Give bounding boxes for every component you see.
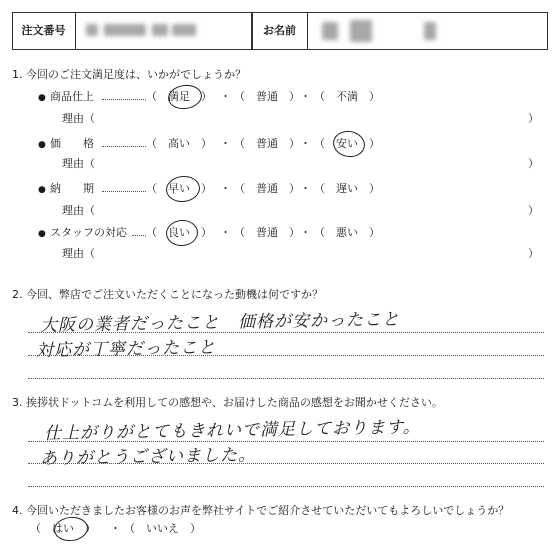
q1-reason-close: ） bbox=[528, 112, 539, 125]
q1-separator: ・ bbox=[220, 90, 231, 103]
q4-selection-circle bbox=[53, 515, 89, 542]
q1-separator: ・ bbox=[300, 182, 311, 195]
q1-reason-label: 理由（ bbox=[62, 112, 95, 125]
q3-handwritten-answer: ありがとうございました。 bbox=[39, 445, 257, 469]
q2-answer-line bbox=[28, 378, 544, 379]
q1-reason-label: 理由（ bbox=[62, 247, 95, 260]
q1-dot-leader bbox=[132, 235, 146, 236]
q1-selection-circle bbox=[165, 174, 202, 203]
q1-separator: ・ bbox=[300, 226, 311, 239]
q4-title: 4. 今回いただきましたお客様のお声を弊社サイトでご紹介させていただいてもよろしいでしょうか？ bbox=[12, 504, 510, 517]
q1-option-3: （ 遅い ） bbox=[314, 182, 380, 195]
q1-item-label: 商品仕上 bbox=[50, 90, 94, 103]
q2-handwritten-answer: 大阪の業者だったこと 価格が安かったこと bbox=[39, 309, 401, 336]
q4-option-yes: （ はい ） bbox=[30, 522, 96, 535]
q1-separator: ・ bbox=[220, 137, 231, 150]
q3-handwritten-answer: 仕上がりがとてもきれいで満足しております。 bbox=[43, 417, 421, 444]
q1-option-2: （ 普通 ） bbox=[234, 137, 300, 150]
q1-reason-close: ） bbox=[528, 247, 539, 260]
q1-item-label: 価 格 bbox=[50, 137, 94, 150]
q1-item-bullet: ● bbox=[38, 93, 46, 103]
q1-option-2: （ 普通 ） bbox=[234, 226, 300, 239]
q1-separator: ・ bbox=[300, 137, 311, 150]
q1-separator: ・ bbox=[220, 182, 231, 195]
q1-item-bullet: ● bbox=[38, 229, 46, 239]
q1-title: 1. 今回のご注文満足度は、いかがでしょうか？ bbox=[12, 68, 246, 81]
q3-title: 3. 挨拶状ドットコムを利用しての感想や、お届けした商品の感想をお聞かせください。 bbox=[12, 396, 443, 409]
q1-dot-leader bbox=[102, 191, 146, 192]
customer-name-label: お名前 bbox=[252, 12, 308, 50]
q2-title: 2. 今回、弊店でご注文いただくことになった動機は何ですか？ bbox=[12, 288, 323, 301]
q1-option-1: （ 満足 ） bbox=[146, 90, 212, 103]
q1-separator: ・ bbox=[300, 90, 311, 103]
q1-option-2: （ 普通 ） bbox=[234, 90, 300, 103]
q1-dot-leader bbox=[102, 99, 146, 100]
q1-selection-circle bbox=[166, 83, 203, 111]
q1-dot-leader bbox=[102, 146, 146, 147]
q4-option-no: （ いいえ ） bbox=[124, 522, 201, 535]
q1-selection-circle bbox=[165, 219, 199, 247]
q3-answer-line bbox=[28, 486, 544, 487]
q1-selection-circle bbox=[331, 128, 367, 159]
q1-item-bullet: ● bbox=[38, 185, 46, 195]
q1-reason-close: ） bbox=[528, 204, 539, 217]
q1-reason-label: 理由（ bbox=[62, 204, 95, 217]
q1-item-label: スタッフの対応 bbox=[50, 226, 127, 239]
q1-option-2: （ 普通 ） bbox=[234, 182, 300, 195]
q1-item-bullet: ● bbox=[38, 140, 46, 150]
q1-reason-label: 理由（ bbox=[62, 157, 95, 170]
q2-handwritten-answer: 対応が丁寧だったこと bbox=[35, 337, 217, 361]
q1-separator: ・ bbox=[220, 226, 231, 239]
q1-option-1: （ 良い ） bbox=[146, 226, 212, 239]
q1-option-3: （ 安い ） bbox=[314, 137, 380, 150]
q4-separator: ・ bbox=[110, 522, 121, 535]
q1-option-1: （ 高い ） bbox=[146, 137, 212, 150]
q1-option-3: （ 不満 ） bbox=[314, 90, 380, 103]
q1-item-label: 納 期 bbox=[50, 182, 94, 195]
q1-option-3: （ 悪い ） bbox=[314, 226, 380, 239]
q1-reason-close: ） bbox=[528, 157, 539, 170]
q1-option-1: （ 早い ） bbox=[146, 182, 212, 195]
order-number-label: 注文番号 bbox=[12, 12, 76, 50]
